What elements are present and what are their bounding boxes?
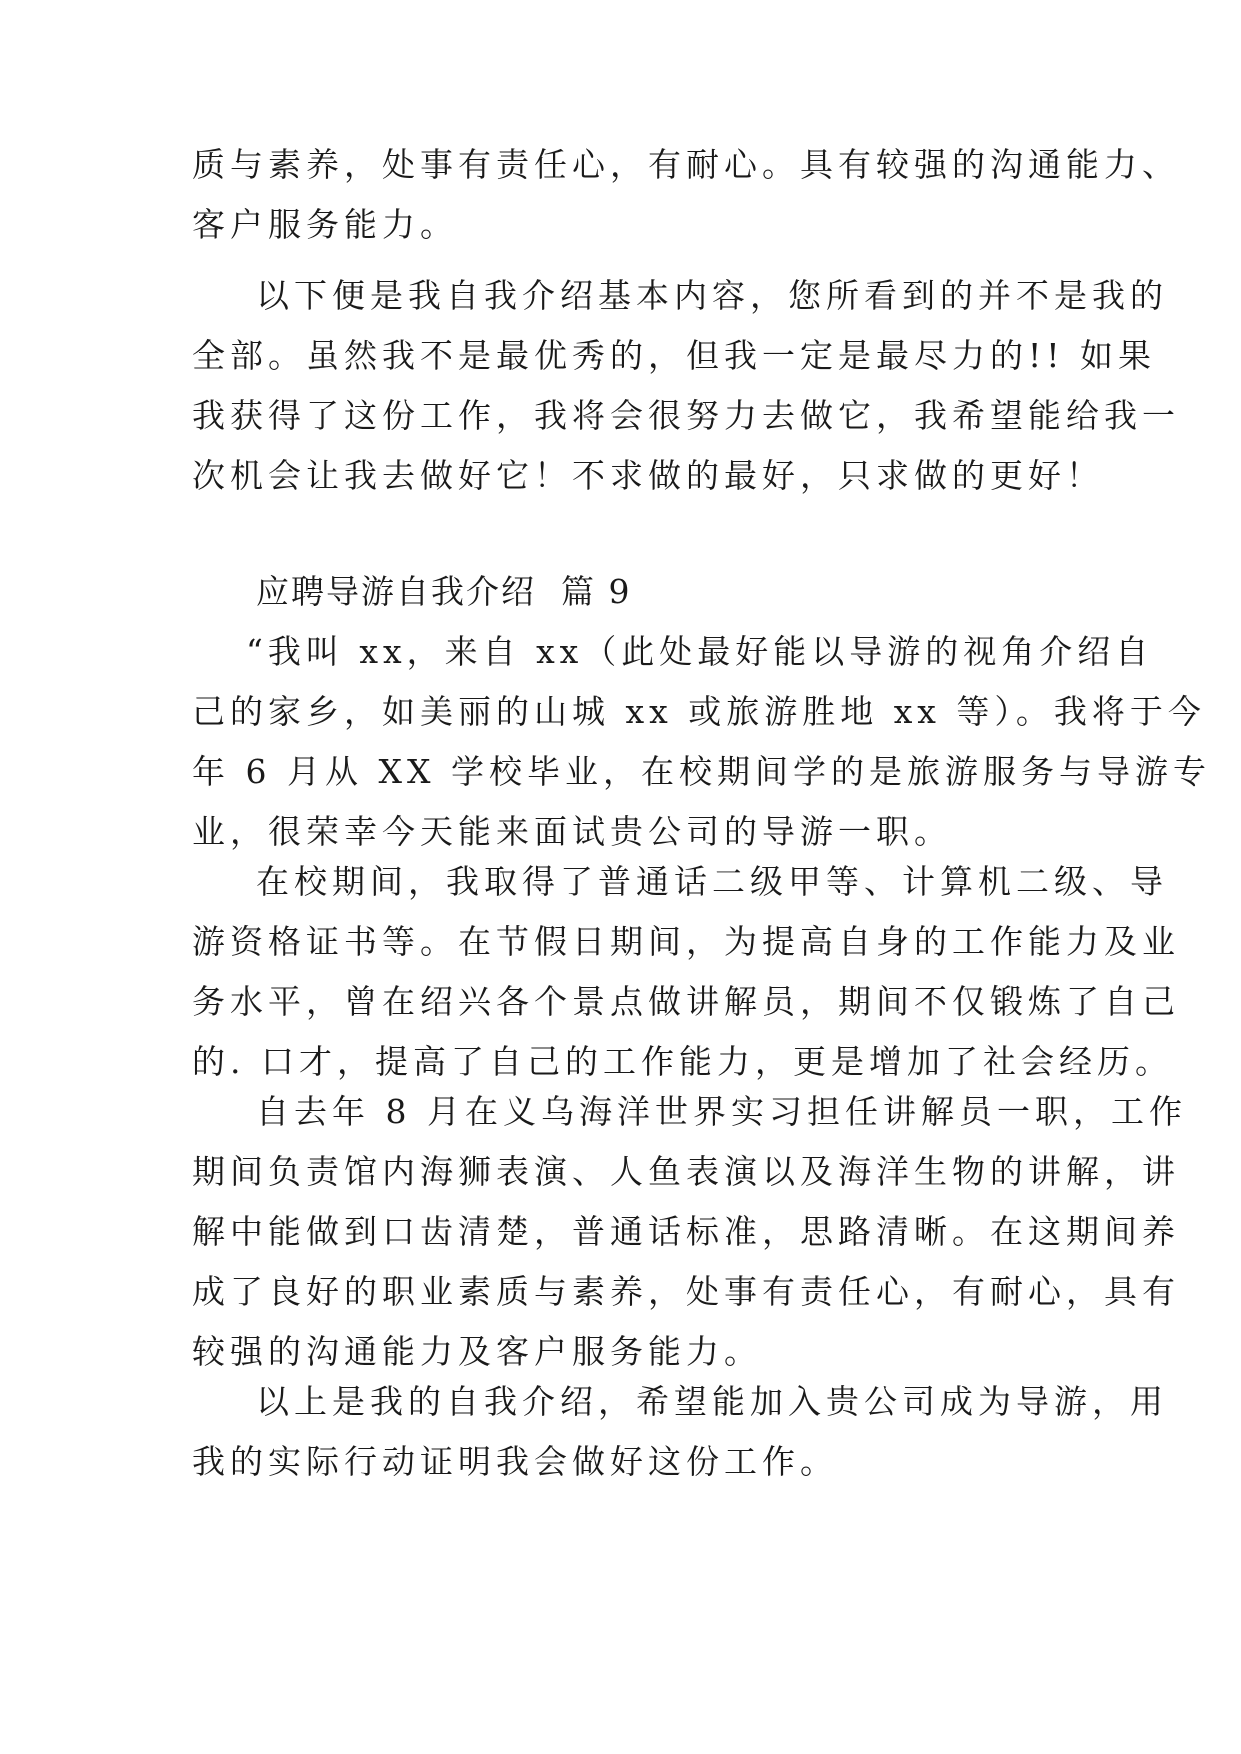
paragraph-line: 全部。虽然我不是最优秀的，但我一定是最尽力的!! 如果	[192, 336, 1157, 375]
paragraph-line: 较强的沟通能力及客户服务能力。	[192, 1332, 762, 1371]
section-paragraph-intro	[192, 622, 1211, 862]
paragraph-line: 在校期间，我取得了普通话二级甲等、计算机二级、导	[256, 862, 1168, 901]
paragraph-line: “我叫 xx，来自 xx（此处最好能以导游的视角介绍自	[246, 632, 1154, 671]
paragraph-line: 成了良好的职业素质与素养，处事有责任心，有耐心，具有	[192, 1272, 1180, 1311]
section-paragraph-internship	[192, 1082, 1187, 1382]
paragraph-line: 务水平，曾在绍兴各个景点做讲解员，期间不仅锻炼了自己	[192, 982, 1180, 1021]
section-paragraph-closing	[192, 1372, 1168, 1492]
continuation-paragraph	[192, 135, 1180, 255]
closing-paragraph	[192, 266, 1180, 506]
section-heading-block	[192, 562, 1062, 622]
section-heading: 应聘导游自我介绍 篇 9	[256, 572, 632, 611]
paragraph-line: 我的实际行动证明我会做好这份工作。	[192, 1442, 838, 1481]
paragraph-line: 我获得了这份工作，我将会很努力去做它，我希望能给我一	[192, 396, 1180, 435]
paragraph-line: 以下便是我自我介绍基本内容，您所看到的并不是我的	[256, 276, 1168, 315]
paragraph-line: 质与素养，处事有责任心，有耐心。具有较强的沟通能力、	[192, 145, 1180, 184]
paragraph-line: 的. 口才，提高了自己的工作能力，更是增加了社会经历。	[192, 1042, 1173, 1081]
paragraph-line: 年 6 月从 XX 学校毕业，在校期间学的是旅游服务与导游专	[192, 752, 1211, 791]
paragraph-line: 解中能做到口齿清楚，普通话标准，思路清晰。在这期间养	[192, 1212, 1180, 1251]
paragraph-line: 游资格证书等。在节假日期间，为提高自身的工作能力及业	[192, 922, 1180, 961]
paragraph-line: 己的家乡，如美丽的山城 xx 或旅游胜地 xx 等）。我将于今	[192, 692, 1206, 731]
paragraph-line: 客户服务能力。	[192, 205, 458, 244]
paragraph-line: 次机会让我去做好它！不求做的最好，只求做的更好！	[192, 456, 1104, 495]
section-paragraph-school	[192, 852, 1180, 1092]
paragraph-line: 期间负责馆内海狮表演、人鱼表演以及海洋生物的讲解，讲	[192, 1152, 1180, 1191]
paragraph-line: 业，很荣幸今天能来面试贵公司的导游一职。	[192, 812, 952, 851]
paragraph-line: 自去年 8 月在义乌海洋世界实习担任讲解员一职，工作	[256, 1092, 1187, 1131]
paragraph-line: 以上是我的自我介绍，希望能加入贵公司成为导游，用	[256, 1382, 1168, 1421]
